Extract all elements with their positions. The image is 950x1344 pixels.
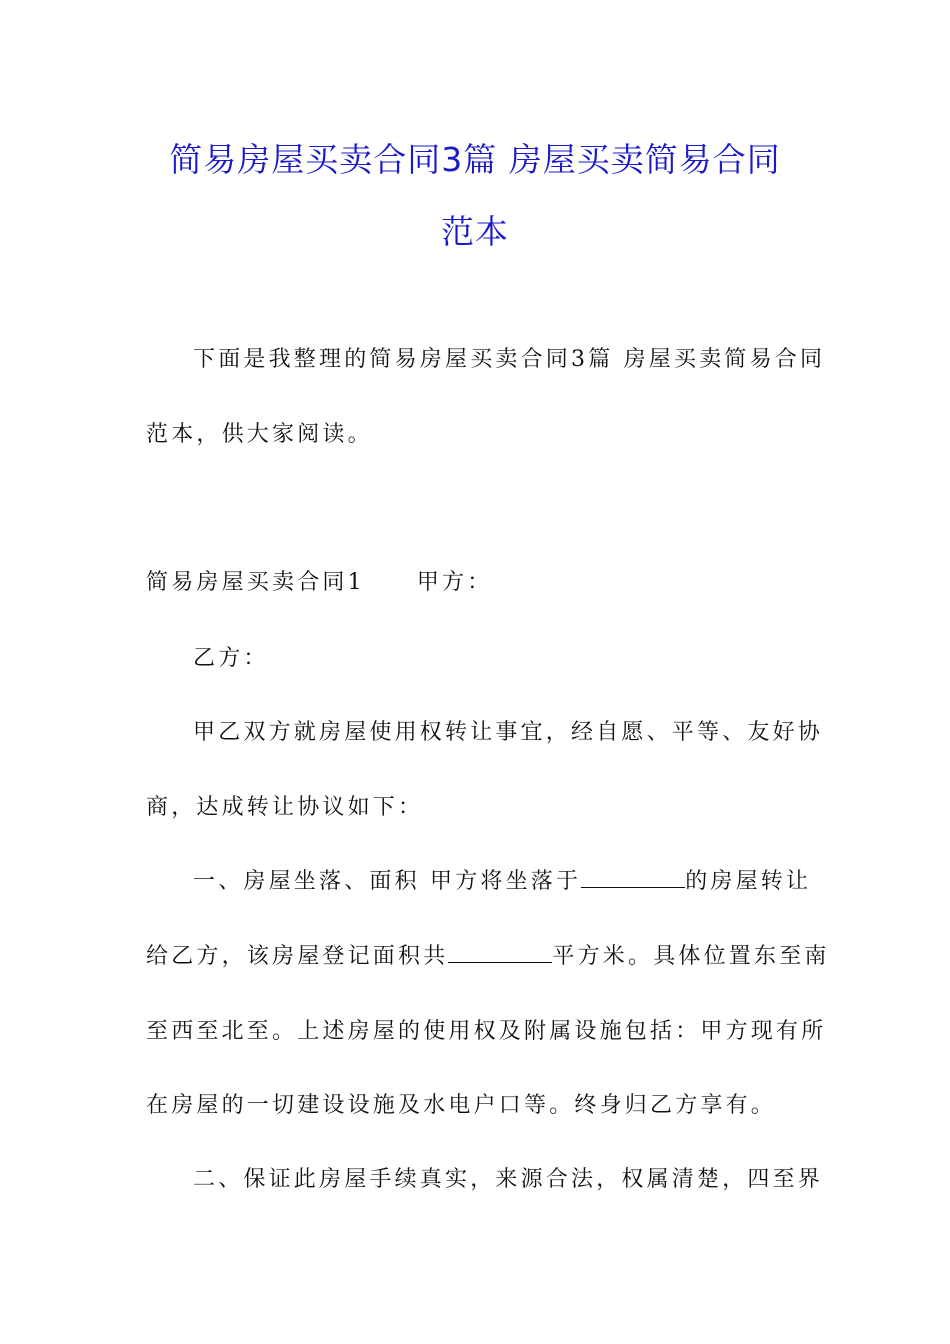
party-a-label: 甲方： xyxy=(416,570,493,595)
section-heading: 简易房屋买卖合同1 xyxy=(146,570,365,595)
para1-line-1: 甲乙双方就房屋使用权转让事宜，经自愿、平等、友好协 xyxy=(193,720,824,745)
party-b-label: 乙方： xyxy=(193,646,269,671)
para1-line-2: 商，达成转让协议如下： xyxy=(146,795,424,820)
intro-line-1: 下面是我整理的简易房屋买卖合同3篇 房屋买卖简易合同 xyxy=(193,347,826,372)
location-blank xyxy=(581,867,685,888)
clause1-line-4: 在房屋的一切建设设施及水电户口等。终身归乙方享有。 xyxy=(146,1093,777,1118)
intro-line-2: 范本，供大家阅读。 xyxy=(146,422,373,447)
clause1-line-3: 至西至北至。上述房屋的使用权及附属设施包括：甲方现有所 xyxy=(146,1019,827,1044)
clause1-line-1: 一、房屋坐落、面积 甲方将坐落于 的房屋转让 xyxy=(193,869,812,894)
clause2-line-1: 二、保证此房屋手续真实，来源合法，权属清楚，四至界 xyxy=(193,1167,824,1192)
document-title-line-1: 简易房屋买卖合同3篇 房屋买卖简易合同 xyxy=(169,140,781,179)
area-blank xyxy=(448,942,552,963)
section-heading-row xyxy=(146,568,492,598)
clause1-line-2: 给乙方，该房屋登记面积共 平方米。具体位置东至南 xyxy=(146,944,830,969)
document-title-line-2: 范本 xyxy=(441,212,509,251)
